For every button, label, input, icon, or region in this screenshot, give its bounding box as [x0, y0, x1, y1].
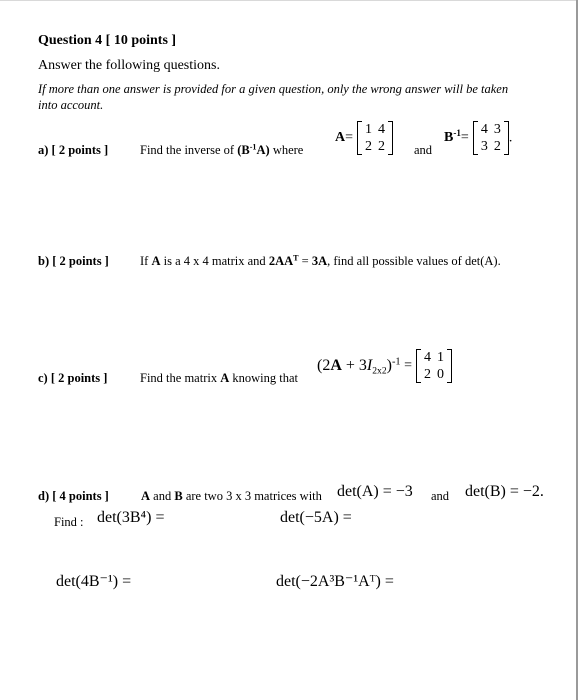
part-d-det-B: det(B) = −2. [465, 483, 544, 500]
part-d-find: Find : [54, 515, 84, 529]
matrix-Binv-bracket: 4 3 3 2 [473, 121, 509, 155]
part-d-expr-3: det(4B⁻¹) = [56, 573, 132, 590]
part-a-text [140, 143, 303, 158]
part-a-expression: $(B^{-1}A)$ [237, 142, 270, 157]
page-top-border [0, 0, 578, 1]
part-a-label: a) [ 2 points ] [38, 143, 109, 157]
part-d-expr-1: det(3B⁴) = [97, 509, 165, 526]
question-intro: Answer the following questions. [38, 58, 220, 73]
part-d-text: A and B are two 3 x 3 matrices with [141, 489, 322, 503]
part-a-matrix-A: A= 1 4 2 2 [335, 121, 393, 155]
part-a-and: and [414, 143, 433, 157]
part-c-text: Find the matrix A knowing that [140, 371, 298, 385]
part-c-matrix: 4 1 2 0 [416, 349, 452, 383]
part-d-and: and [431, 489, 450, 503]
part-c-equation: $(2A + 3I_{2x2})^{-1}$ = 4 1 2 0 [317, 349, 452, 383]
warning-line-1: If more than one answer is provided for a given question, only the wrong answer will be taken [38, 82, 509, 96]
part-a-prompt: Find the inverse of [140, 143, 235, 157]
part-d-expr-4: det(−2A³B⁻¹Aᵀ) = [276, 573, 394, 590]
question-title: Question 4 [ 10 points ] [38, 33, 177, 48]
part-a-where: where [272, 143, 304, 157]
warning-line-2: into account. [38, 98, 104, 112]
part-b-label: b) [ 2 points ] [38, 254, 109, 268]
part-b-text: If A is a 4 x 4 matrix and $2AA^T = 3A$, find all possible values of det(A). [140, 253, 501, 268]
matrix-A-bracket: 1 4 2 2 [357, 121, 393, 155]
part-d-det-A: det(A) = −3 [337, 483, 413, 500]
part-c-label: c) [ 2 points ] [38, 371, 108, 385]
part-d-expr-2: det(−5A) = [280, 509, 352, 526]
part-a-matrix-Binv: $B^{-1}=$ 4 3 3 2 . [444, 122, 513, 154]
part-d-label: d) [ 4 points ] [38, 489, 109, 503]
